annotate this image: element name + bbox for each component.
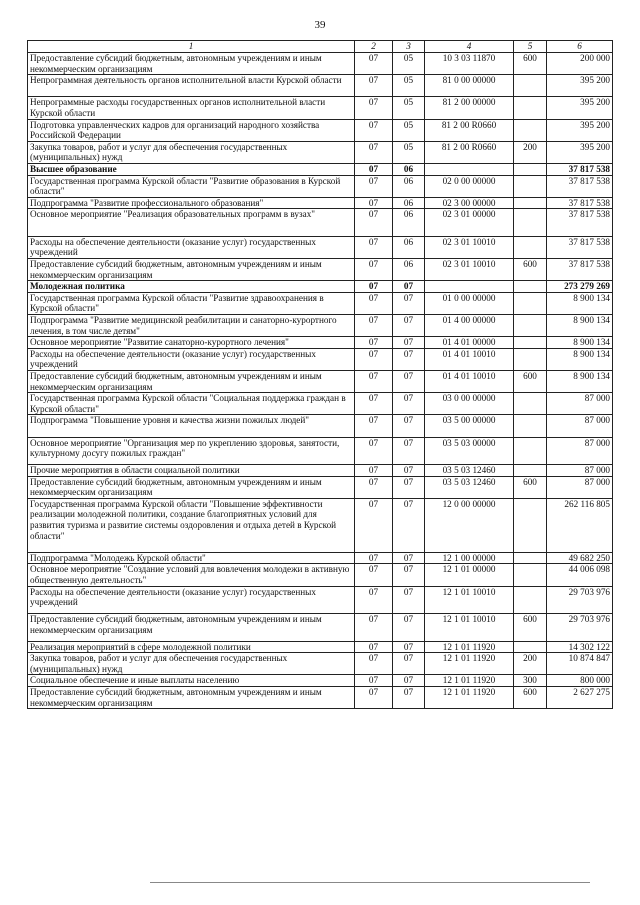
row-section-cell: 07	[355, 614, 393, 642]
row-section-cell: 07	[355, 141, 393, 163]
row-expense-type-cell: 600	[514, 686, 547, 708]
row-expense-type-cell: 300	[514, 675, 547, 687]
row-amount-cell: 395 200	[547, 141, 613, 163]
row-target-article-cell: 01 4 00 00000	[425, 314, 514, 336]
row-name-cell: Предоставление субсидий бюджетным, автономным учреждениям и иным некоммерческим организациям	[28, 53, 355, 75]
row-section-cell: 07	[355, 498, 393, 552]
row-amount-cell: 87 000	[547, 465, 613, 477]
row-expense-type-cell: 600	[514, 614, 547, 642]
row-section-cell: 07	[355, 97, 393, 119]
row-section-cell: 07	[355, 564, 393, 586]
row-expense-type-cell: 600	[514, 370, 547, 392]
row-subsection-cell: 07	[393, 564, 425, 586]
row-amount-cell: 87 000	[547, 437, 613, 465]
table-header-row	[28, 41, 613, 53]
table-row	[28, 393, 613, 415]
row-target-article-cell: 02 3 01 10010	[425, 259, 514, 281]
row-subsection-cell: 07	[393, 292, 425, 314]
row-target-article-cell: 03 5 03 12460	[425, 465, 514, 477]
row-target-article-cell: 02 3 01 00000	[425, 209, 514, 237]
row-section-cell: 07	[355, 236, 393, 258]
row-subsection-cell: 05	[393, 75, 425, 97]
row-name-cell: Предоставление субсидий бюджетным, автономным учреждениям и иным некоммерческим организациям	[28, 614, 355, 642]
row-amount-cell: 8 900 134	[547, 348, 613, 370]
row-name-cell: Предоставление субсидий бюджетным, автономным учреждениям и иным некоммерческим организациям	[28, 259, 355, 281]
row-subsection-cell: 07	[393, 641, 425, 653]
table-row	[28, 586, 613, 614]
table-row	[28, 614, 613, 642]
row-amount-cell: 8 900 134	[547, 337, 613, 349]
row-expense-type-cell: 200	[514, 141, 547, 163]
row-amount-cell: 87 000	[547, 476, 613, 498]
row-name-cell: Реализация мероприятий в сфере молодежной политики	[28, 641, 355, 653]
row-subsection-cell: 07	[393, 653, 425, 675]
row-target-article-cell: 10 3 03 11870	[425, 53, 514, 75]
row-subsection-cell: 06	[393, 175, 425, 197]
row-name-cell: Государственная программа Курской области "Повышение эффективности реализации молодежной политики, создание благоприятных условий для развития туризма и развитие системы оздоровления и отдыха детей в Курской области"	[28, 498, 355, 552]
row-expense-type-cell	[514, 197, 547, 209]
row-amount-cell: 10 874 847	[547, 653, 613, 675]
row-name-cell: Предоставление субсидий бюджетным, автономным учреждениям и иным некоммерческим организациям	[28, 370, 355, 392]
row-subsection-cell: 07	[393, 437, 425, 465]
row-subsection-cell: 07	[393, 476, 425, 498]
row-section-cell: 07	[355, 292, 393, 314]
row-expense-type-cell	[514, 498, 547, 552]
row-expense-type-cell: 600	[514, 476, 547, 498]
column-header: 5	[514, 41, 547, 53]
row-name-cell: Основное мероприятие "Развитие санаторно-курортного лечения"	[28, 337, 355, 349]
row-name-cell: Расходы на обеспечение деятельности (оказание услуг) государственных учреждений	[28, 586, 355, 614]
row-target-article-cell: 12 1 01 10010	[425, 586, 514, 614]
row-target-article-cell: 12 1 01 11920	[425, 686, 514, 708]
row-amount-cell: 87 000	[547, 415, 613, 437]
row-target-article-cell: 12 1 01 11920	[425, 675, 514, 687]
row-expense-type-cell	[514, 393, 547, 415]
row-section-cell: 07	[355, 476, 393, 498]
row-name-cell: Прочие мероприятия в области социальной политики	[28, 465, 355, 477]
row-amount-cell: 29 703 976	[547, 614, 613, 642]
table-row	[28, 119, 613, 141]
row-target-article-cell: 81 2 00 R0660	[425, 141, 514, 163]
row-amount-cell: 37 817 538	[547, 163, 613, 175]
row-amount-cell: 49 682 250	[547, 552, 613, 564]
row-amount-cell: 37 817 538	[547, 259, 613, 281]
row-section-cell: 07	[355, 437, 393, 465]
row-subsection-cell: 07	[393, 281, 425, 293]
column-header: 1	[28, 41, 355, 53]
row-expense-type-cell	[514, 437, 547, 465]
row-expense-type-cell	[514, 641, 547, 653]
table-row	[28, 370, 613, 392]
row-name-cell: Основное мероприятие "Организация мер по укреплению здоровья, занятости, культурному досугу пожилых граждан"	[28, 437, 355, 465]
row-name-cell: Основное мероприятие "Создание условий для вовлечения молодежи в активную общественную деятельность"	[28, 564, 355, 586]
row-amount-cell: 800 000	[547, 675, 613, 687]
row-expense-type-cell: 200	[514, 653, 547, 675]
row-target-article-cell: 03 0 00 00000	[425, 393, 514, 415]
bottom-rule	[150, 882, 590, 883]
row-target-article-cell: 81 2 00 00000	[425, 97, 514, 119]
row-name-cell: Закупка товаров, работ и услуг для обеспечения государственных (муниципальных) нужд	[28, 141, 355, 163]
table-row	[28, 564, 613, 586]
row-subsection-cell: 07	[393, 686, 425, 708]
row-section-cell: 07	[355, 53, 393, 75]
row-subsection-cell: 07	[393, 393, 425, 415]
row-target-article-cell: 03 5 03 00000	[425, 437, 514, 465]
row-name-cell: Непрограммная деятельность органов исполнительной власти Курской области	[28, 75, 355, 97]
row-target-article-cell	[425, 163, 514, 175]
row-expense-type-cell	[514, 552, 547, 564]
row-name-cell: Подпрограмма "Развитие медицинской реабилитации и санаторно-курортного лечения, в том числе детям"	[28, 314, 355, 336]
row-expense-type-cell	[514, 314, 547, 336]
row-expense-type-cell	[514, 292, 547, 314]
row-subsection-cell: 07	[393, 415, 425, 437]
row-amount-cell: 37 817 538	[547, 236, 613, 258]
row-name-cell: Основное мероприятие "Реализация образовательных программ в вузах"	[28, 209, 355, 237]
row-subsection-cell: 05	[393, 97, 425, 119]
row-amount-cell: 8 900 134	[547, 314, 613, 336]
column-header: 6	[547, 41, 613, 53]
row-expense-type-cell	[514, 586, 547, 614]
table-row	[28, 675, 613, 687]
table-body	[28, 53, 613, 709]
row-name-cell: Государственная программа Курской области "Социальная поддержка граждан в Курской области"	[28, 393, 355, 415]
table-row	[28, 292, 613, 314]
row-section-cell: 07	[355, 209, 393, 237]
row-target-article-cell: 03 5 03 12460	[425, 476, 514, 498]
row-target-article-cell	[425, 281, 514, 293]
row-name-cell: Социальное обеспечение и иные выплаты населению	[28, 675, 355, 687]
row-expense-type-cell	[514, 209, 547, 237]
row-name-cell: Расходы на обеспечение деятельности (оказание услуг) государственных учреждений	[28, 236, 355, 258]
row-expense-type-cell: 600	[514, 259, 547, 281]
table-row	[28, 415, 613, 437]
table-row	[28, 209, 613, 237]
row-name-cell: Расходы на обеспечение деятельности (оказание услуг) государственных учреждений	[28, 348, 355, 370]
row-subsection-cell: 06	[393, 236, 425, 258]
row-name-cell: Государственная программа Курской области "Развитие образования в Курской области"	[28, 175, 355, 197]
row-amount-cell: 14 302 122	[547, 641, 613, 653]
row-expense-type-cell	[514, 97, 547, 119]
row-target-article-cell: 01 0 00 00000	[425, 292, 514, 314]
row-subsection-cell: 07	[393, 552, 425, 564]
row-section-cell: 07	[355, 119, 393, 141]
row-amount-cell: 8 900 134	[547, 292, 613, 314]
row-section-cell: 07	[355, 641, 393, 653]
row-name-cell: Государственная программа Курской области "Развитие здравоохранения в Курской области"	[28, 292, 355, 314]
row-amount-cell: 37 817 538	[547, 209, 613, 237]
table-row	[28, 476, 613, 498]
table-row	[28, 163, 613, 175]
row-subsection-cell: 05	[393, 119, 425, 141]
row-section-cell: 07	[355, 197, 393, 209]
table-row	[28, 653, 613, 675]
page-number: 39	[314, 19, 326, 31]
row-subsection-cell: 06	[393, 259, 425, 281]
row-target-article-cell: 81 0 00 00000	[425, 75, 514, 97]
row-section-cell: 07	[355, 163, 393, 175]
row-amount-cell: 8 900 134	[547, 370, 613, 392]
row-name-cell: Непрограммные расходы государственных органов исполнительной власти Курской области	[28, 97, 355, 119]
row-name-cell: Подпрограмма "Повышение уровня и качества жизни пожилых людей"	[28, 415, 355, 437]
row-subsection-cell: 06	[393, 197, 425, 209]
row-section-cell: 07	[355, 653, 393, 675]
row-section-cell: 07	[355, 686, 393, 708]
column-header: 3	[393, 41, 425, 53]
table-row	[28, 281, 613, 293]
row-target-article-cell: 12 1 01 11920	[425, 641, 514, 653]
row-expense-type-cell	[514, 415, 547, 437]
row-expense-type-cell	[514, 75, 547, 97]
table-row	[28, 141, 613, 163]
table-row	[28, 337, 613, 349]
row-amount-cell: 37 817 538	[547, 197, 613, 209]
row-subsection-cell: 07	[393, 675, 425, 687]
row-amount-cell: 29 703 976	[547, 586, 613, 614]
table-row	[28, 686, 613, 708]
table-row	[28, 641, 613, 653]
row-section-cell: 07	[355, 348, 393, 370]
row-expense-type-cell	[514, 236, 547, 258]
row-amount-cell: 200 000	[547, 53, 613, 75]
row-name-cell: Подготовка управленческих кадров для организаций народного хозяйства Российской Федерации	[28, 119, 355, 141]
row-target-article-cell: 02 3 01 10010	[425, 236, 514, 258]
row-section-cell: 07	[355, 552, 393, 564]
table-row	[28, 75, 613, 97]
row-subsection-cell: 07	[393, 348, 425, 370]
row-subsection-cell: 07	[393, 314, 425, 336]
column-header: 2	[355, 41, 393, 53]
row-expense-type-cell	[514, 337, 547, 349]
table-row	[28, 175, 613, 197]
row-section-cell: 07	[355, 370, 393, 392]
row-section-cell: 07	[355, 465, 393, 477]
row-name-cell: Подпрограмма "Молодежь Курской области"	[28, 552, 355, 564]
row-target-article-cell: 01 4 01 10010	[425, 370, 514, 392]
row-amount-cell: 44 006 098	[547, 564, 613, 586]
table-row	[28, 348, 613, 370]
row-expense-type-cell	[514, 348, 547, 370]
row-section-cell: 07	[355, 415, 393, 437]
row-amount-cell: 395 200	[547, 119, 613, 141]
row-target-article-cell: 02 3 00 00000	[425, 197, 514, 209]
row-target-article-cell: 01 4 01 10010	[425, 348, 514, 370]
row-subsection-cell: 07	[393, 586, 425, 614]
row-expense-type-cell: 600	[514, 53, 547, 75]
row-target-article-cell: 02 0 00 00000	[425, 175, 514, 197]
row-name-cell: Молодежная политика	[28, 281, 355, 293]
row-name-cell: Подпрограмма "Развитие профессионального образования"	[28, 197, 355, 209]
table-row	[28, 197, 613, 209]
table-row	[28, 498, 613, 552]
row-target-article-cell: 12 0 00 00000	[425, 498, 514, 552]
row-subsection-cell: 06	[393, 209, 425, 237]
row-amount-cell: 262 116 805	[547, 498, 613, 552]
row-name-cell: Предоставление субсидий бюджетным, автономным учреждениям и иным некоммерческим организациям	[28, 476, 355, 498]
table-row	[28, 259, 613, 281]
row-expense-type-cell	[514, 281, 547, 293]
row-name-cell: Предоставление субсидий бюджетным, автономным учреждениям и иным некоммерческим организациям	[28, 686, 355, 708]
row-section-cell: 07	[355, 175, 393, 197]
row-subsection-cell: 07	[393, 498, 425, 552]
row-expense-type-cell	[514, 175, 547, 197]
table-row	[28, 236, 613, 258]
row-name-cell: Высшее образование	[28, 163, 355, 175]
column-header: 4	[425, 41, 514, 53]
row-expense-type-cell	[514, 465, 547, 477]
row-amount-cell: 87 000	[547, 393, 613, 415]
row-target-article-cell: 12 1 01 11920	[425, 653, 514, 675]
row-amount-cell: 273 279 269	[547, 281, 613, 293]
row-expense-type-cell	[514, 163, 547, 175]
row-target-article-cell: 01 4 01 00000	[425, 337, 514, 349]
table-row	[28, 314, 613, 336]
row-section-cell: 07	[355, 675, 393, 687]
row-subsection-cell: 06	[393, 163, 425, 175]
row-name-cell: Закупка товаров, работ и услуг для обеспечения государственных (муниципальных) нужд	[28, 653, 355, 675]
row-subsection-cell: 07	[393, 337, 425, 349]
row-subsection-cell: 07	[393, 614, 425, 642]
row-section-cell: 07	[355, 281, 393, 293]
table-row	[28, 437, 613, 465]
row-expense-type-cell	[514, 119, 547, 141]
table-row	[28, 97, 613, 119]
row-target-article-cell: 81 2 00 R0660	[425, 119, 514, 141]
row-target-article-cell: 12 1 01 10010	[425, 614, 514, 642]
row-section-cell: 07	[355, 75, 393, 97]
row-amount-cell: 395 200	[547, 75, 613, 97]
row-section-cell: 07	[355, 259, 393, 281]
row-section-cell: 07	[355, 337, 393, 349]
row-subsection-cell: 07	[393, 465, 425, 477]
row-target-article-cell: 03 5 00 00000	[425, 415, 514, 437]
row-target-article-cell: 12 1 01 00000	[425, 564, 514, 586]
table-row	[28, 465, 613, 477]
table-row	[28, 53, 613, 75]
row-section-cell: 07	[355, 393, 393, 415]
row-subsection-cell: 05	[393, 53, 425, 75]
row-amount-cell: 37 817 538	[547, 175, 613, 197]
row-subsection-cell: 07	[393, 370, 425, 392]
row-amount-cell: 2 627 275	[547, 686, 613, 708]
row-target-article-cell: 12 1 00 00000	[425, 552, 514, 564]
budget-table	[27, 40, 613, 709]
row-section-cell: 07	[355, 586, 393, 614]
row-subsection-cell: 05	[393, 141, 425, 163]
row-amount-cell: 395 200	[547, 97, 613, 119]
row-section-cell: 07	[355, 314, 393, 336]
table-row	[28, 552, 613, 564]
row-expense-type-cell	[514, 564, 547, 586]
